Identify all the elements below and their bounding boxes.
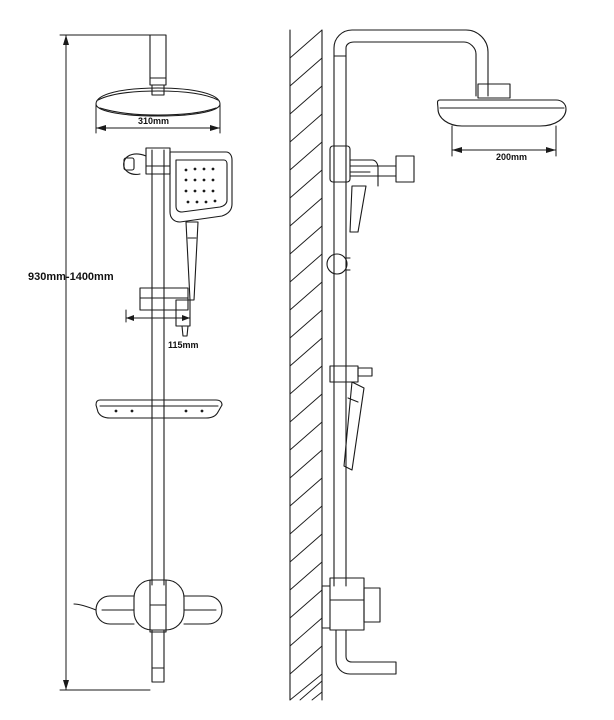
dimension-label-rain-head-width: 310mm	[138, 116, 170, 126]
front-rain-head	[96, 88, 220, 116]
side-hand-shower-holder	[330, 366, 372, 470]
front-view	[74, 35, 232, 682]
wall	[290, 30, 322, 700]
side-rain-head	[438, 84, 567, 126]
side-riser-rail	[334, 160, 346, 586]
front-riser-rail	[152, 150, 164, 585]
front-hand-shower-holder	[126, 288, 190, 336]
side-view	[290, 30, 566, 700]
front-shower-arm	[150, 35, 166, 95]
dimension-label-overall-height: 930mm-1400mm	[28, 271, 114, 283]
front-upper-bracket	[124, 148, 170, 174]
side-bath-mixer	[322, 578, 396, 674]
dimension-overall-height	[60, 35, 150, 690]
front-hand-shower-head	[170, 152, 232, 300]
side-upper-bracket	[330, 146, 414, 232]
front-bath-mixer	[74, 580, 222, 682]
side-shower-arm	[334, 30, 488, 160]
front-shelf	[96, 400, 222, 418]
dimension-label-hand-shower-width: 115mm	[168, 340, 199, 350]
dimension-label-rain-head-depth: 200mm	[496, 152, 528, 162]
